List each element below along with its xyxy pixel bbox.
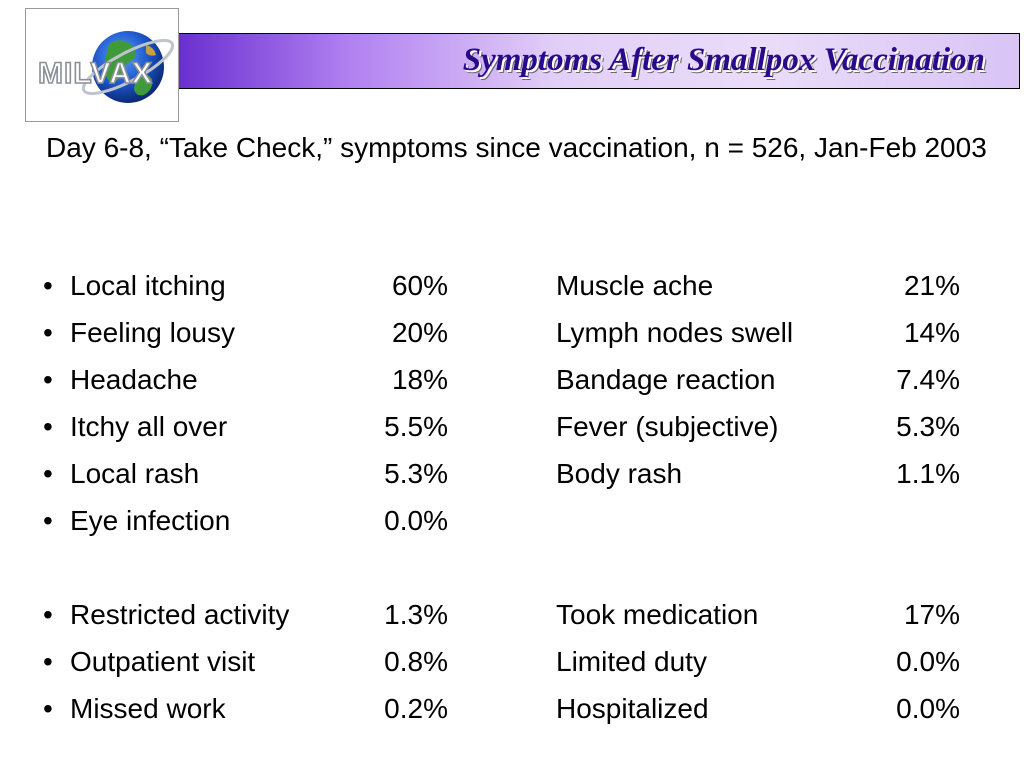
milvax-logo-graphic — [26, 9, 178, 121]
bullet: • — [43, 646, 53, 677]
left-outcome-value: 1.3% — [384, 599, 448, 630]
left-outcome-label: Restricted activity — [70, 599, 290, 630]
left-symptom-value: 0.0% — [384, 505, 448, 536]
left-symptom-label: Headache — [70, 364, 198, 395]
right-symptom-label: Body rash — [556, 458, 683, 489]
logo-text: MILVAX — [38, 57, 153, 90]
left-outcome-label: Missed work — [70, 693, 226, 724]
right-symptom-value: 14% — [903, 317, 960, 348]
left-symptom-value: 5.5% — [384, 411, 448, 442]
right-outcome-value: 0.0% — [896, 646, 960, 677]
left-symptom-label: Feeling lousy — [70, 317, 235, 348]
bullet: • — [43, 693, 53, 724]
right-symptom-value: 7.4% — [896, 364, 960, 395]
bullet: • — [43, 270, 53, 301]
left-symptom-value: 20% — [391, 317, 448, 348]
left-symptom-label: Itchy all over — [70, 411, 228, 442]
right-symptom-label: Bandage reaction — [556, 364, 776, 395]
right-symptom-label: Muscle ache — [556, 270, 714, 301]
bullet: • — [43, 599, 53, 630]
right-symptom-label: Lymph nodes swell — [556, 317, 794, 348]
bullet: • — [43, 364, 53, 395]
left-symptom-label: Local rash — [70, 458, 200, 489]
left-symptom-label: Local itching — [70, 270, 226, 301]
left-symptom-label: Eye infection — [70, 505, 231, 536]
right-symptom-value: 5.3% — [896, 411, 960, 442]
right-outcome-label: Hospitalized — [556, 693, 709, 724]
left-symptom-value: 18% — [391, 364, 448, 395]
left-outcome-value: 0.2% — [384, 693, 448, 724]
right-outcome-value: 0.0% — [896, 693, 960, 724]
right-symptom-value: 21% — [903, 270, 960, 301]
bullet: • — [43, 411, 53, 442]
bullet: • — [43, 317, 53, 348]
right-outcome-label: Took medication — [556, 599, 759, 630]
milvax-logo — [25, 8, 179, 122]
left-outcome-value: 0.8% — [384, 646, 448, 677]
right-symptom-value: 1.1% — [896, 458, 960, 489]
right-outcome-label: Limited duty — [556, 646, 707, 677]
left-outcome-label: Outpatient visit — [70, 646, 256, 677]
slide-title: Symptoms After Smallpox Vaccination — [462, 42, 985, 78]
bullet: • — [43, 458, 53, 489]
slide-subtitle: Day 6-8, “Take Check,” symptoms since vaccination, n = 526, Jan-Feb 2003 — [46, 132, 987, 163]
right-outcome-value: 17% — [903, 599, 960, 630]
left-symptom-value: 60% — [391, 270, 448, 301]
bullet: • — [43, 505, 53, 536]
title-bar — [179, 33, 1020, 89]
left-symptom-value: 5.3% — [384, 458, 448, 489]
right-symptom-label: Fever (subjective) — [556, 411, 779, 442]
